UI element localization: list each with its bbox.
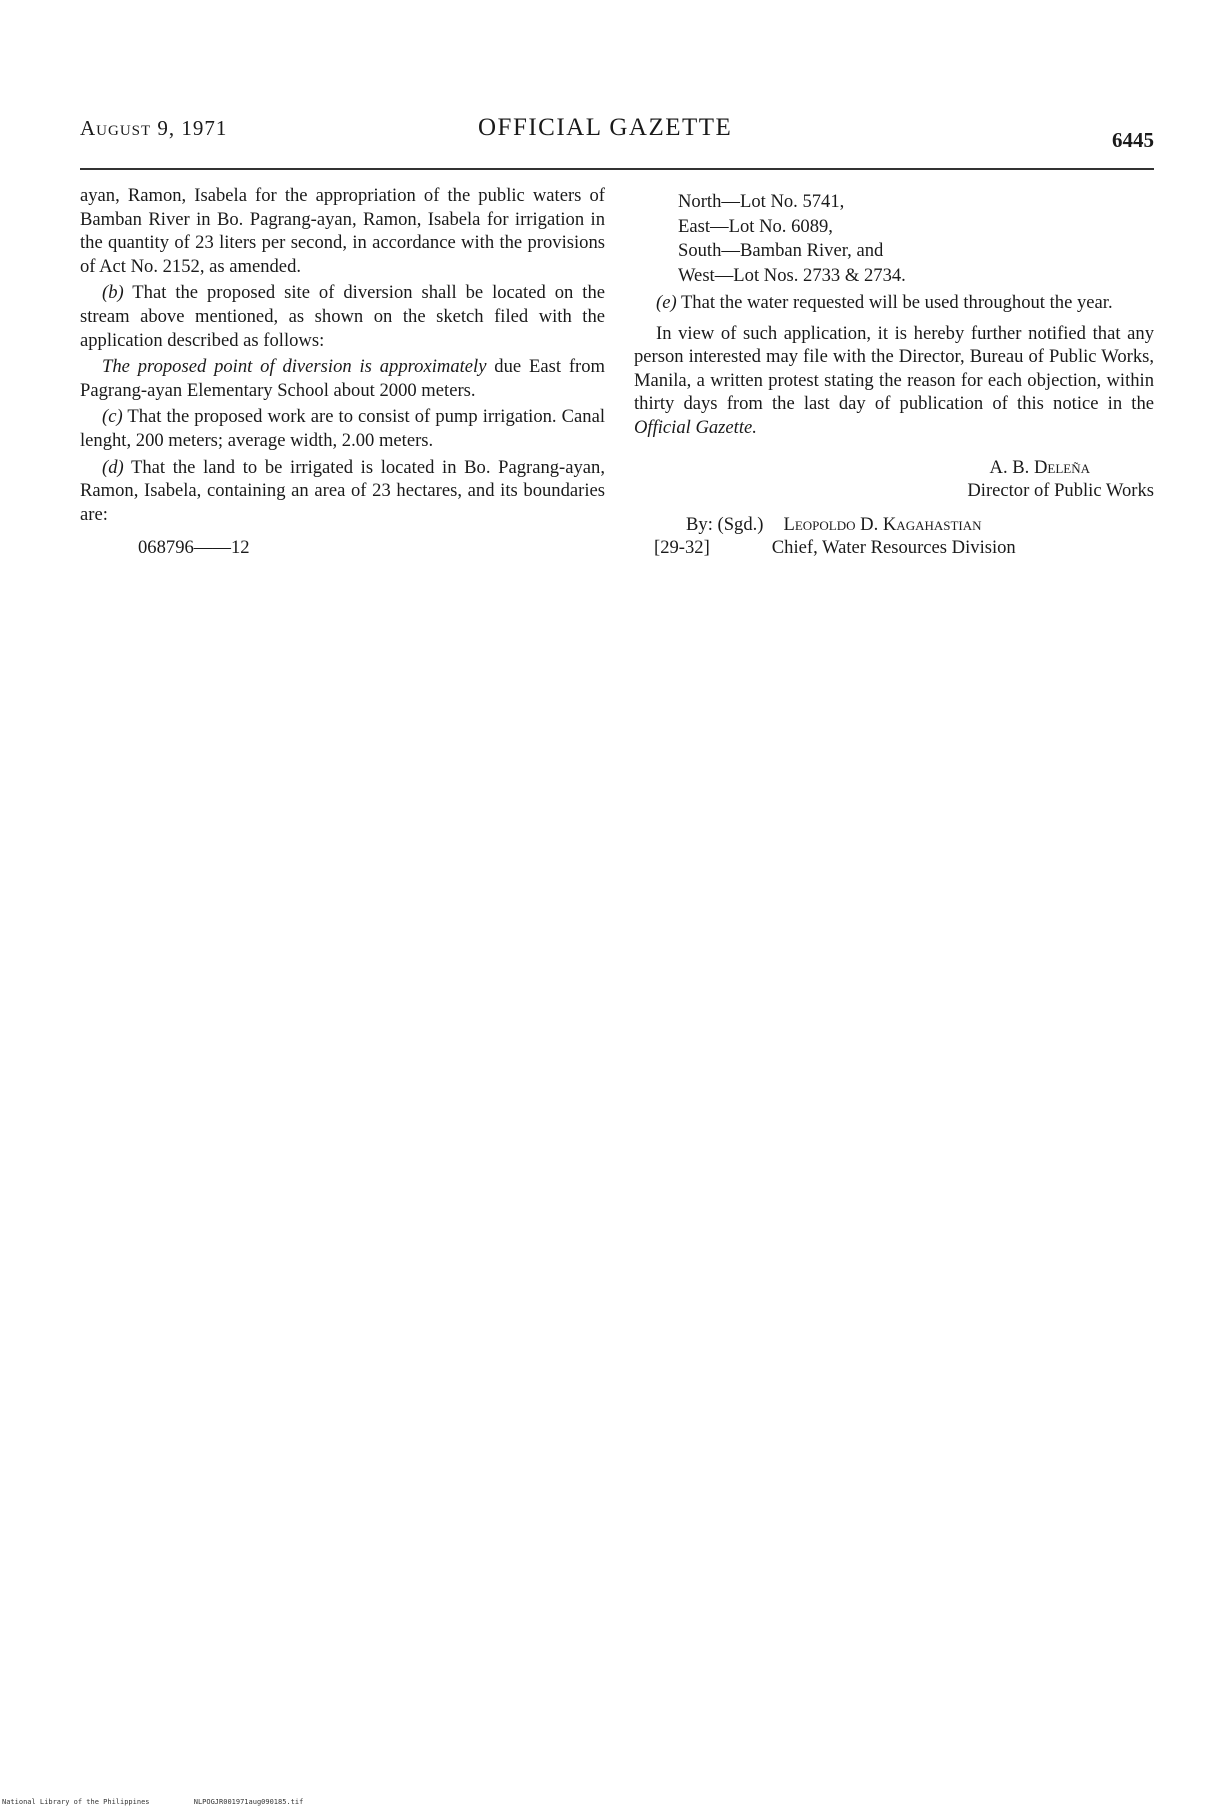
signer-name: A. B. Deleña bbox=[989, 456, 1090, 478]
paragraph-c bbox=[80, 405, 605, 452]
by-line bbox=[634, 513, 1154, 537]
left-column bbox=[80, 184, 605, 560]
paragraph-d bbox=[80, 456, 605, 527]
paragraph-protest bbox=[634, 322, 1154, 440]
right-column bbox=[634, 190, 1154, 560]
page-number: 6445 bbox=[1112, 128, 1154, 152]
paragraph-diversion-point bbox=[80, 355, 605, 402]
by-title: Chief, Water Resources Division bbox=[771, 537, 1016, 559]
signer-title: Director of Public Works bbox=[967, 480, 1154, 502]
boundary-west: West—Lot Nos. 2733 & 2734. bbox=[678, 264, 906, 286]
text-e: That the water requested will be used throughout the year. bbox=[676, 292, 1113, 313]
text-b: That the proposed site of diversion shall be located on the stream above mentioned, as shown on the sketch filed with the application described as follows: bbox=[80, 282, 605, 351]
by-label: By: (Sgd.) bbox=[686, 513, 764, 535]
header-rule bbox=[80, 168, 1154, 170]
publication-title: OFFICIAL GAZETTE bbox=[478, 114, 733, 141]
reference-code: 068796——12 bbox=[138, 537, 250, 559]
label-d: (d) bbox=[102, 456, 124, 478]
scan-footer bbox=[2, 1798, 343, 1806]
library-credit: National Library of the Philippines bbox=[2, 1798, 150, 1806]
by-name: Leopoldo D. Kagahastian bbox=[783, 513, 982, 535]
issue-date: August 9, 1971 bbox=[80, 116, 228, 140]
boundary-south: South—Bamban River, and bbox=[678, 240, 884, 261]
label-e: (e) bbox=[656, 292, 677, 313]
paragraph-b bbox=[80, 281, 605, 352]
text-diversion: due East from Pagrang-ayan Elementary School about 2000 meters. bbox=[80, 356, 605, 401]
label-b: (b) bbox=[102, 282, 124, 304]
reference-line bbox=[634, 536, 1154, 560]
paragraph-e bbox=[634, 291, 1154, 315]
text-c: That the proposed work are to consist of pump irrigation. Canal lenght, 200 meters; average width, 2.00 meters. bbox=[80, 406, 605, 451]
paragraph-intro: ayan, Ramon, Isabela for the appropriation of the public waters of Bamban River in Bo. Pagrang-ayan, Ramon, Isabela for irrigation in the quantity of 23 liters per second, in accordance with the provisions of Act No. 2152, as amended. bbox=[80, 185, 605, 277]
boundary-east: East—Lot No. 6089, bbox=[678, 215, 833, 237]
label-c: (c) bbox=[102, 406, 123, 428]
issue-reference: [29-32] bbox=[654, 537, 710, 559]
scan-filename: NLPOGJR001971aug090185.tif bbox=[193, 1798, 304, 1806]
text-diversion-italic: The proposed point of diversion is approximately bbox=[102, 356, 487, 378]
text-d: That the land to be irrigated is located in Bo. Pagrang-ayan, Ramon, Isabela, containing an area of 23 hectares, and its boundaries are: bbox=[80, 456, 605, 525]
boundary-north: North—Lot No. 5741, bbox=[678, 191, 845, 212]
text-protest: In view of such application, it is hereby further notified that any person interested may file with the Director, Bureau of Public Works, Manila, a written protest stating the reason for each objection, within thirty days from the last day of publication of this notice in the bbox=[634, 322, 1154, 415]
page-header bbox=[80, 116, 1154, 156]
text-gazette-italic: Official Gazette. bbox=[634, 416, 757, 438]
